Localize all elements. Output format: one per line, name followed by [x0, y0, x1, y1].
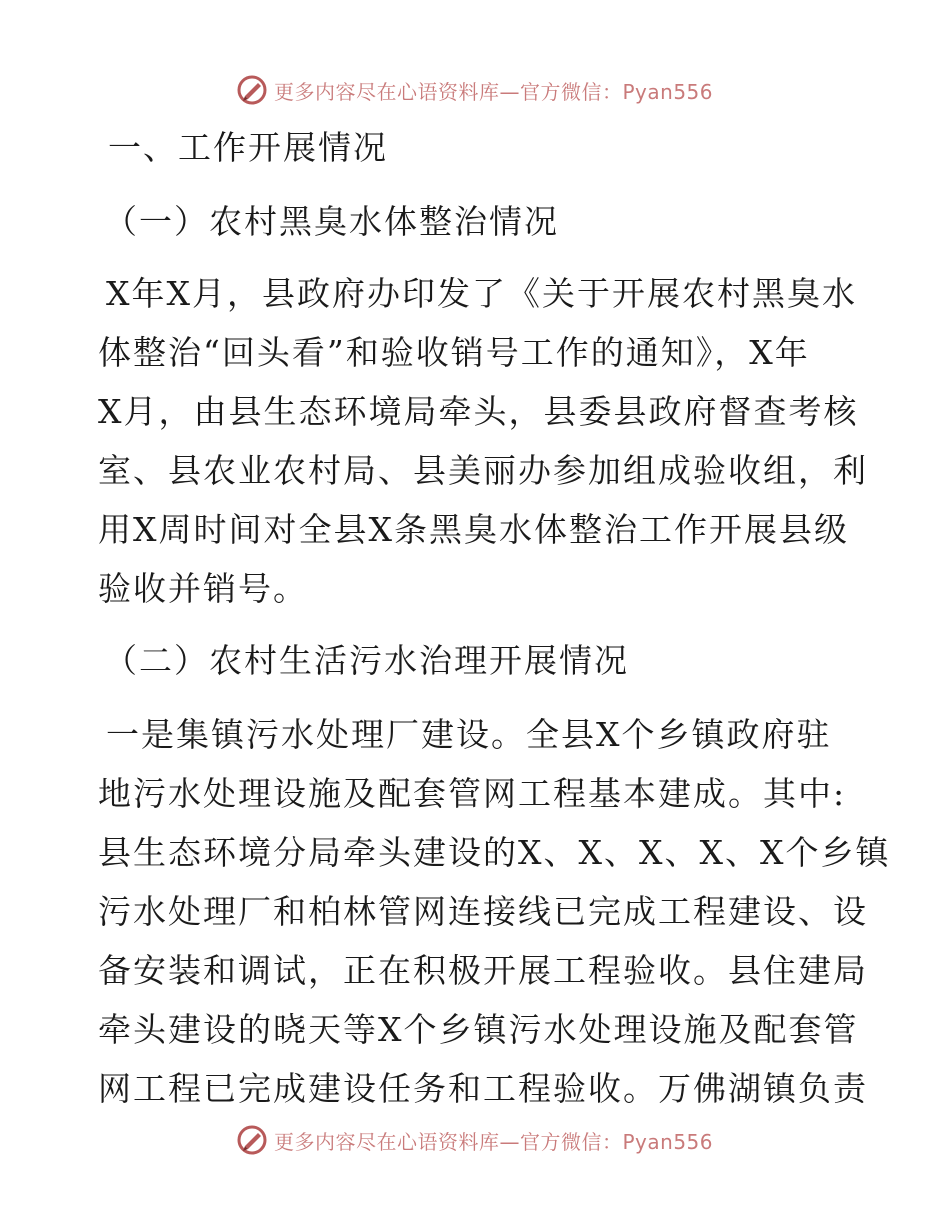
- watermark-banner-top: [0, 70, 950, 110]
- paragraph-line: 验收并销号。: [98, 569, 308, 608]
- heading-work-progress: 一、工作开展情况: [108, 128, 388, 167]
- paragraph-line: 体整治“回头看”和验收销号工作的通知》，X年: [98, 333, 810, 372]
- section-title-black-odorous-water: （一）农村黑臭水体整治情况: [104, 202, 559, 241]
- section-title-rural-sewage: （二）农村生活污水治理开展情况: [104, 641, 629, 680]
- paragraph-line: 地污水处理设施及配套管网工程基本建成。其中:: [98, 774, 847, 813]
- paragraph-line: 用X周时间对全县X条黑臭水体整治工作开展县级: [98, 510, 849, 549]
- paragraph-line: X年X月，县政府办印发了《关于开展农村黑臭水: [106, 274, 857, 313]
- pen-circle-logo-icon: [236, 1124, 268, 1156]
- paragraph-line: 室、县农业农村局、县美丽办参加组成验收组，利: [98, 451, 868, 490]
- paragraph-line: 网工程已完成建设任务和工程验收。万佛湖镇负责: [98, 1069, 868, 1108]
- paragraph-line: X月，由县生态环境局牵头，县委县政府督查考核: [98, 392, 859, 431]
- watermark-banner-bottom: [0, 1120, 950, 1160]
- paragraph-line: 污水处理厂和柏林管网连接线已完成工程建设、设: [98, 892, 868, 931]
- paragraph-line: 县生态环境分局牵头建设的X、X、X、X、X个乡镇: [98, 833, 891, 872]
- paragraph-line: 备安装和调试，正在积极开展工程验收。县住建局: [98, 951, 868, 990]
- watermark-text: 更多内容尽在心语资料库—官方微信：Pyan556: [274, 79, 714, 104]
- paragraph-line: 牵头建设的晓天等X个乡镇污水处理设施及配套管: [98, 1010, 859, 1049]
- pen-circle-logo-icon: [236, 74, 268, 106]
- paragraph-line: 一是集镇污水处理厂建设。全县X个乡镇政府驻: [106, 715, 832, 754]
- watermark-text: 更多内容尽在心语资料库—官方微信：Pyan556: [274, 1129, 714, 1154]
